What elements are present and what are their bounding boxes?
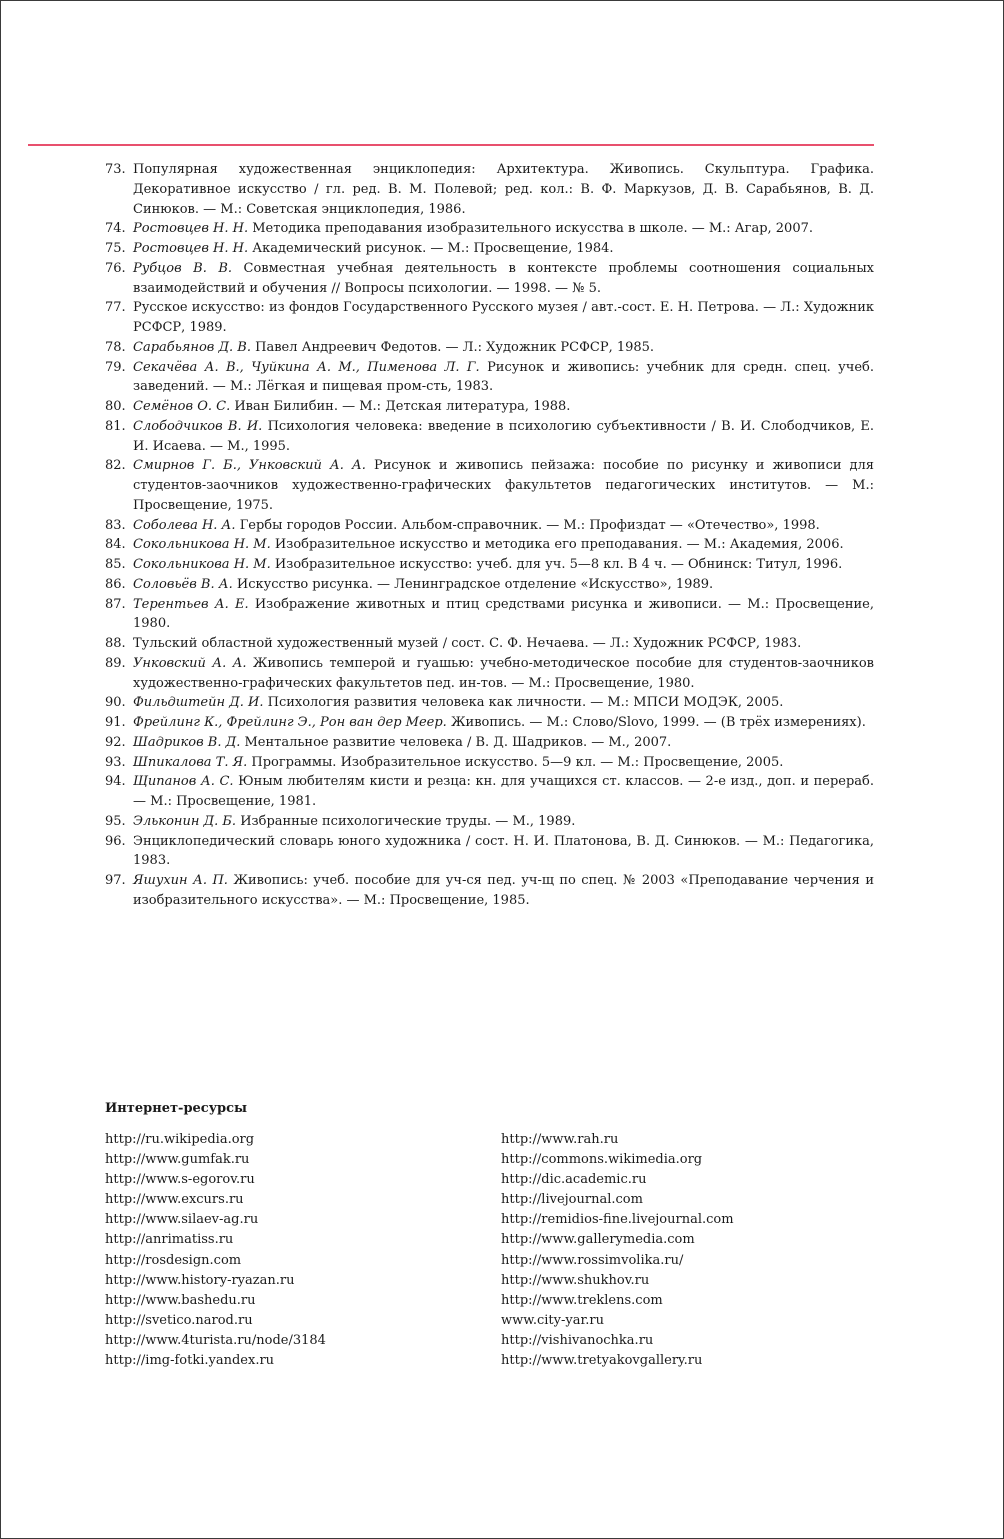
reference-list [105, 160, 874, 911]
reference-item [105, 259, 874, 299]
reference-item [105, 595, 874, 635]
internet-link: http://remidios-fine.livejournal.com [501, 1212, 734, 1228]
reference-item [105, 358, 874, 398]
reference-number: 74. [105, 221, 126, 237]
reference-item [105, 733, 874, 753]
reference-item [105, 654, 874, 694]
reference-text: Энциклопедический словарь юного художника / сост. Н. И. Платонова, В. Д. Синюков. — М.: Педагогика, 1983. [133, 833, 874, 869]
reference-number: 95. [105, 813, 126, 829]
reference-text: Академический рисунок. — М.: Просвещение, 1984. [252, 241, 614, 256]
internet-link: http://livejournal.com [501, 1192, 643, 1208]
reference-item [105, 338, 874, 358]
reference-number: 88. [105, 636, 126, 651]
reference-item [105, 634, 874, 654]
internet-link: http://www.history-ryazan.ru [105, 1272, 295, 1288]
reference-text: Рисунок и живопись: учебник для средн. спец. учеб. заведений. — М.: Лёгкая и пищевая пром-сть, 1983. [133, 359, 874, 395]
reference-author: Смирнов Г. Б., Унковский А. А. [133, 458, 366, 474]
reference-author: Слободчиков В. И. [133, 418, 263, 434]
internet-link: http://www.treklens.com [501, 1292, 663, 1308]
reference-number: 96. [105, 833, 126, 849]
reference-number: 86. [105, 576, 126, 592]
reference-author: Рубцов В. В. [133, 260, 233, 276]
reference-item [105, 397, 874, 417]
reference-author: Семёнов О. С. [133, 399, 231, 414]
reference-text: Изображение животных и птиц средствами рисунка и живописи. — М.: Просвещение, 1980. [133, 596, 875, 632]
reference-item [105, 516, 874, 536]
reference-number: 83. [105, 517, 126, 533]
reference-number: 87. [105, 596, 126, 612]
internet-link: http://www.shukhov.ru [501, 1272, 650, 1288]
reference-item [105, 219, 874, 239]
reference-item [105, 575, 874, 595]
internet-link: http://ru.wikipedia.org [105, 1132, 255, 1147]
reference-text: Павел Андреевич Федотов. — Л.: Художник РСФСР, 1985. [255, 339, 655, 355]
reference-number: 89. [105, 655, 126, 671]
reference-text: Психология человека: введение в психологию субъективности / В. И. Слободчиков, Е. И. Исаева. — М., 1995. [133, 418, 874, 454]
reference-item [105, 417, 874, 457]
reference-text: Программы. Изобразительное искусство. 5—9 кл. — М.: Просвещение, 2005. [251, 754, 784, 770]
reference-item [105, 160, 874, 219]
internet-link: http://www.tretyakovgallery.ru [501, 1353, 703, 1369]
reference-item [105, 239, 874, 259]
internet-resources-heading: Интернет-ресурсы [105, 1101, 248, 1116]
links-left-column [105, 1130, 326, 1371]
reference-number: 75. [105, 241, 126, 256]
reference-author: Ростовцев Н. Н. [133, 241, 249, 256]
reference-author: Сокольникова Н. М. [133, 537, 271, 553]
reference-author: Фильдштейн Д. И. [133, 695, 264, 711]
reference-text: Популярная художественная энциклопедия: Архитектура. Живопись. Скульптура. Графика. Декоративное искусство / гл. ред. В. М. Полевой; ред. кол.: В. Ф. Маркузов, Д. В. Сарабьянов, В. Д. Синюков. — М.: Советская энциклопедия, 1986. [133, 162, 874, 217]
reference-number: 73. [105, 162, 126, 177]
reference-text: Иван Билибин. — М.: Детская литература, 1988. [234, 399, 571, 414]
reference-number: 80. [105, 399, 126, 414]
reference-number: 84. [105, 537, 126, 553]
internet-link: http://vishivanochka.ru [501, 1332, 654, 1348]
reference-text: Юным любителям кисти и резца: кн. для учащихся ст. классов. — 2-е изд., доп. и перераб. — М.: Просвещение, 1981. [133, 774, 874, 809]
reference-author: Шпикалова Т. Я. [133, 754, 248, 770]
reference-item [105, 693, 874, 713]
internet-link: http://www.gallerymedia.com [501, 1232, 695, 1248]
reference-item [105, 772, 874, 812]
reference-number: 85. [105, 557, 126, 572]
reference-number: 81. [105, 418, 126, 434]
reference-item [105, 753, 874, 773]
internet-link: http://svetico.narod.ru [105, 1312, 253, 1328]
internet-link: http://www.gumfak.ru [105, 1152, 250, 1168]
reference-item [105, 871, 874, 911]
reference-author: Фрейлинг К., Фрейлинг Э., Рон ван дер Меер. [133, 715, 447, 730]
internet-link: http://commons.wikimedia.org [501, 1152, 703, 1168]
reference-number: 93. [105, 754, 126, 770]
reference-number: 92. [105, 734, 126, 750]
reference-item [105, 298, 874, 338]
internet-link: http://www.rah.ru [501, 1132, 619, 1147]
reference-text: Гербы городов России. Альбом-справочник. — М.: Профиздат — «Отечество», 1998. [239, 517, 820, 533]
links-right-column [501, 1130, 734, 1371]
reference-text: Изобразительное искусство и методика его преподавания. — М.: Академия, 2006. [274, 537, 844, 553]
reference-item [105, 535, 874, 555]
header-rule [28, 144, 874, 146]
reference-number: 76. [105, 260, 126, 276]
reference-number: 77. [105, 300, 126, 316]
internet-link: http://www.silaev-ag.ru [105, 1212, 259, 1228]
reference-text: Ментальное развитие человека / В. Д. Шадриков. — М., 2007. [244, 734, 672, 750]
internet-link: www.city-yar.ru [501, 1312, 604, 1328]
reference-text: Избранные психологические труды. — М., 1989. [240, 813, 576, 829]
reference-number: 94. [105, 774, 126, 790]
internet-link: http://www.4turista.ru/node/3184 [105, 1332, 326, 1348]
reference-item [105, 812, 874, 832]
internet-link: http://www.excurs.ru [105, 1192, 244, 1208]
reference-author: Щипанов А. С. [133, 774, 234, 790]
internet-link: http://img-fotki.yandex.ru [105, 1353, 275, 1369]
reference-author: Сокольникова Н. М. [133, 557, 271, 572]
reference-item [105, 555, 874, 575]
reference-item [105, 713, 874, 733]
reference-author: Терентьев А. Е. [133, 596, 249, 612]
reference-author: Соловьёв В. А. [133, 576, 233, 592]
internet-link: http://rosdesign.com [105, 1252, 242, 1268]
reference-author: Эльконин Д. Б. [133, 813, 237, 829]
reference-text: Живопись. — М.: Слово/Slovo, 1999. — (В трёх измерениях). [450, 715, 866, 730]
reference-text: Психология развития человека как личности. — М.: МПСИ МОДЭК, 2005. [267, 695, 784, 711]
reference-item [105, 456, 874, 515]
reference-text: Методика преподавания изобразительного искусства в школе. — М.: Агар, 2007. [252, 221, 814, 237]
reference-text: Живопись темперой и гуашью: учебно-методическое пособие для студентов-заочников художественно-графических факультетов пед. ин-тов. — М.: Просвещение, 1980. [133, 655, 874, 691]
internet-link: http://www.rossimvolika.ru/ [501, 1252, 684, 1268]
reference-number: 90. [105, 695, 126, 711]
reference-number: 97. [105, 873, 126, 888]
reference-text: Рисунок и живопись пейзажа: пособие по рисунку и живописи для студентов-заочников художественно-графических факультетов педагогических институтов. — М.: Просвещение, 1975. [133, 458, 875, 513]
reference-text: Тульский областной художественный музей / сост. С. Ф. Нечаева. — Л.: Художник РСФСР, 1983. [133, 636, 802, 651]
reference-text: Живопись: учеб. пособие для уч-ся пед. уч-щ по спец. № 2003 «Преподавание черчения и изобразительного искусства». — М.: Просвещение, 1985. [133, 873, 874, 908]
reference-author: Яшухин А. П. [133, 873, 228, 888]
reference-number: 79. [105, 359, 126, 375]
reference-item [105, 832, 874, 872]
reference-author: Секачёва А. В., Чуйкина А. М., Пименова Л. Г. [133, 359, 480, 375]
reference-text: Искусство рисунка. — Ленинградское отделение «Искусство», 1989. [236, 576, 714, 592]
reference-author: Сарабьянов Д. В. [133, 339, 251, 355]
reference-author: Унковский А. А. [133, 655, 247, 671]
reference-text: Совместная учебная деятельность в контексте проблемы соотношения социальных взаимодействий и обучения // Вопросы психологии. — 1998. — № 5. [133, 260, 874, 296]
reference-number: 78. [105, 339, 126, 355]
internet-link: http://dic.academic.ru [501, 1172, 647, 1188]
internet-link: http://www.bashedu.ru [105, 1292, 256, 1308]
reference-text: Русское искусство: из фондов Государственного Русского музея / авт.-сост. Е. Н. Петрова. — Л.: Художник РСФСР, 1989. [133, 300, 874, 335]
reference-number: 91. [105, 715, 126, 730]
internet-link: http://anrimatiss.ru [105, 1232, 234, 1248]
reference-author: Соболева Н. А. [133, 517, 236, 533]
reference-author: Ростовцев Н. Н. [133, 221, 249, 237]
reference-author: Шадриков В. Д. [133, 734, 241, 750]
reference-text: Изобразительное искусство: учеб. для уч. 5—8 кл. В 4 ч. — Обнинск: Титул, 1996. [274, 557, 843, 572]
reference-number: 82. [105, 458, 126, 474]
internet-link: http://www.s-egorov.ru [105, 1172, 255, 1188]
